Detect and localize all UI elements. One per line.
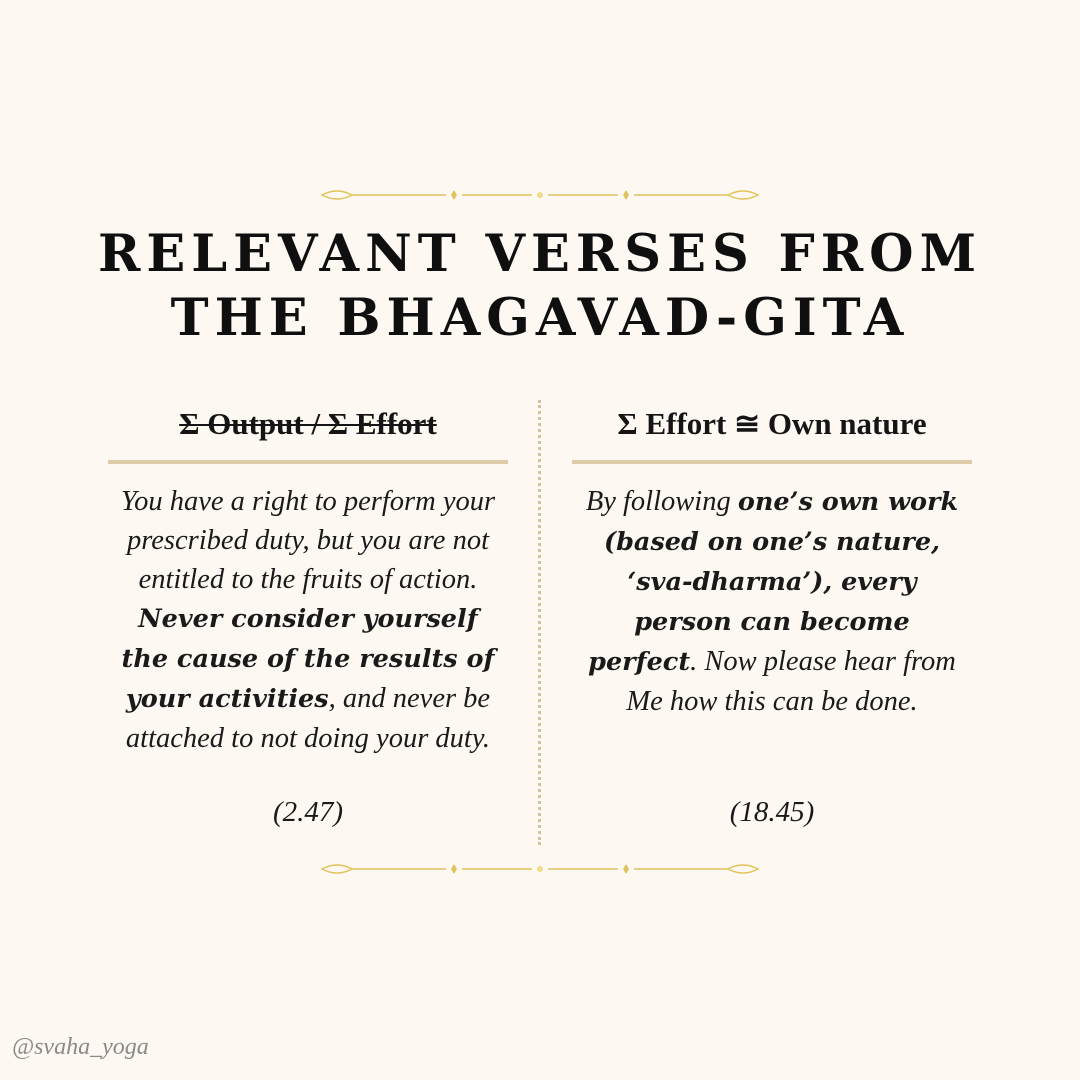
column-divider [538,400,541,845]
right-column [572,400,972,721]
right-heading [572,400,972,448]
right-verse-emphasis: one’s own work (based on one’s nature, ‘sva-dharma’), every person can become perfect [588,487,959,677]
gold-divider-ornament-icon [320,187,760,203]
social-handle: @svaha_yoga [12,1034,149,1060]
right-verse-part-1: By following [585,486,738,517]
left-column [108,400,508,758]
left-heading-text: Σ Output / Σ Effort [179,406,437,441]
left-verse [108,482,508,758]
title-line-1: RELEVANT VERSES FROM [97,224,983,284]
left-verse-part-2: , and never be attached to not doing your duty. [125,683,491,754]
right-heading-rule [572,460,972,464]
left-heading-rule [108,460,508,464]
left-verse-emphasis: Never consider yourself the cause of the results of your activities [121,604,495,714]
title-line-2: THE BHAGAVAD-GITA [170,288,910,348]
left-verse-reference: (2.47) [272,796,344,828]
right-verse-reference: (18.45) [729,796,815,828]
page-title [0,222,1080,350]
right-verse-part-2: . Now please hear from Me how this can be done. [626,646,956,717]
left-heading [108,400,508,448]
gold-divider-ornament-icon [320,861,760,877]
right-heading-text: Σ Effort ≅ Own nature [617,406,927,441]
left-verse-part-1: You have a right to perform your prescribed duty, but you are not entitled to the fruits of action. [120,486,496,595]
right-verse [572,482,972,721]
